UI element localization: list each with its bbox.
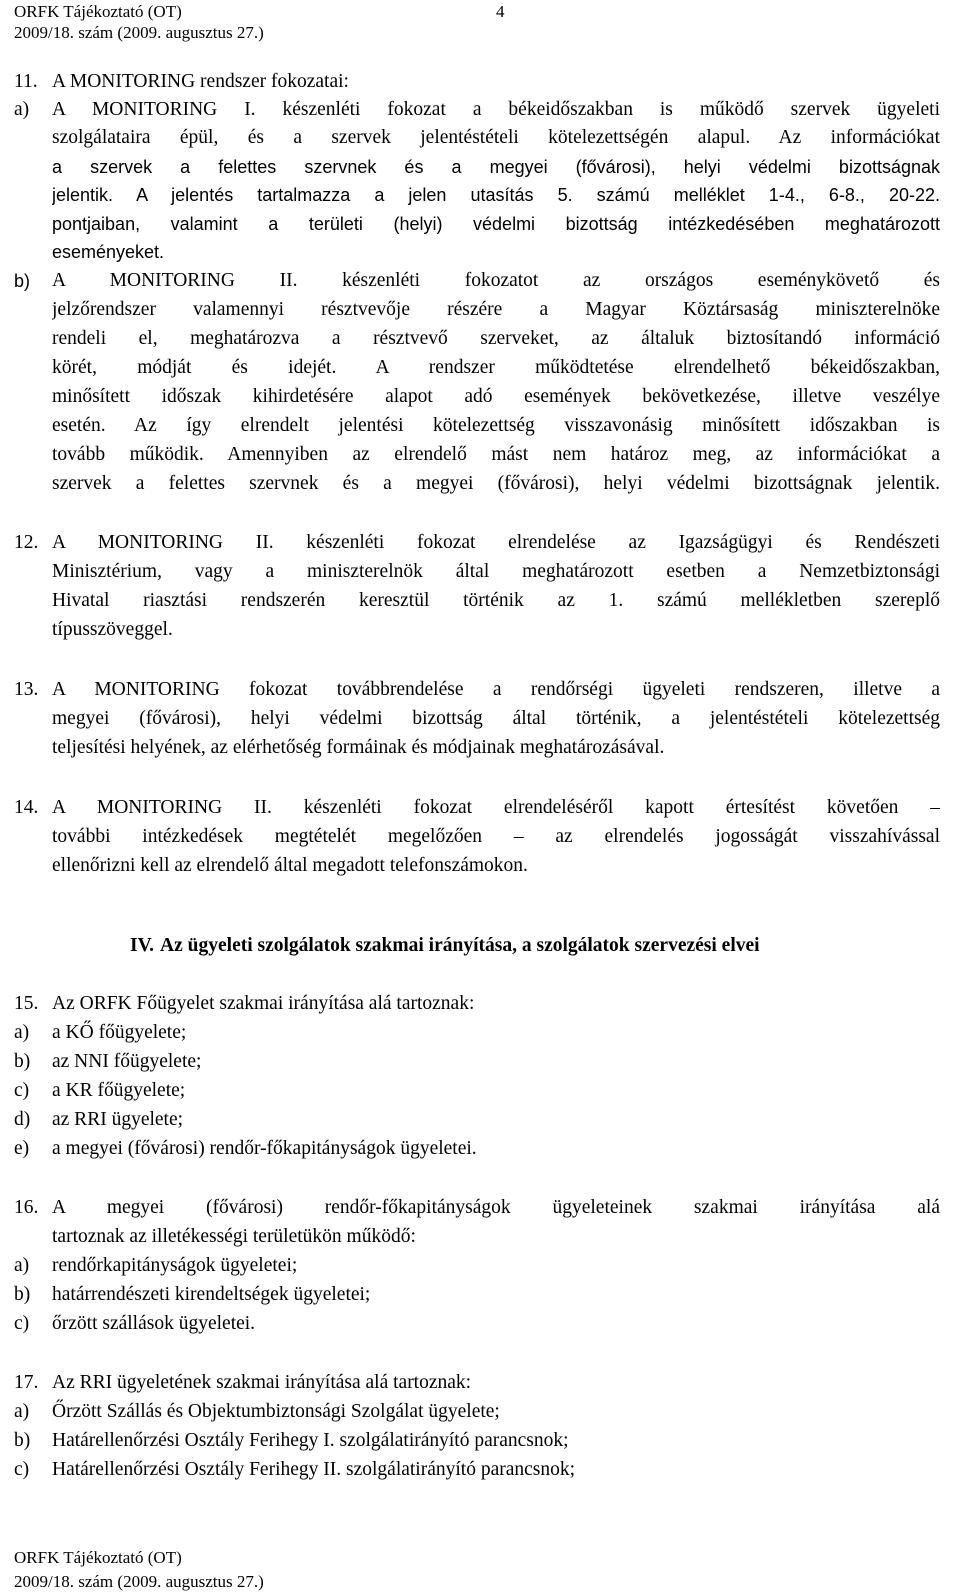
list-item-label: e) xyxy=(14,1138,30,1159)
list-item-label: a) xyxy=(14,1255,30,1276)
list-item-label: c) xyxy=(14,1313,30,1334)
section-15-number: 15. xyxy=(14,993,39,1014)
section-11a-line-6: eseményeket. xyxy=(52,242,165,262)
list-item-label: b) xyxy=(14,1284,31,1305)
footer-issue: 2009/18. szám (2009. augusztus 27.) xyxy=(14,1572,264,1591)
section-17-title: Az RRI ügyeletének szakmai irányítása alá tartoznak: xyxy=(52,1372,472,1393)
heading-text: Az ügyeleti szolgálatok szakmai irányítása, a szolgálatok szervezési elvei xyxy=(160,935,760,956)
list-item: a KŐ főügyelete; xyxy=(52,1022,187,1043)
list-item-label: a) xyxy=(14,1401,30,1422)
footer-title: ORFK Tájékoztató (OT) xyxy=(14,1548,182,1567)
section-11b-line-8: szervek a felettes szervnek és a megyei (fővárosi), helyi védelmi bizottságnak jelentik. xyxy=(52,473,940,494)
section-11a-line-5: pontjaiban, valamint a területi (helyi) védelmi bizottság intézkedésében meghatározott xyxy=(52,214,940,234)
list-item: a KR főügyelete; xyxy=(52,1080,186,1101)
list-item: Őrzött Szállás és Objektumbiztonsági Szolgálat ügyelete; xyxy=(52,1401,500,1422)
section-13-line-1: A MONITORING fokozat továbbrendelése a rendőrségi ügyeleti rendszeren, illetve a xyxy=(52,679,940,700)
section-14-number: 14. xyxy=(14,797,39,818)
header-issue: 2009/18. szám (2009. augusztus 27.) xyxy=(14,23,264,42)
section-heading-iv xyxy=(130,932,910,960)
section-11a-line-4: jelentik. A jelentés tartalmazza a jelen utasítás 5. számú melléklet 1-4., 6-8., 20-22. xyxy=(52,185,940,205)
section-13-line-3: teljesítési helyének, az elérhetőség formáinak és módjainak meghatározásával. xyxy=(52,737,665,758)
section-11-number: 11. xyxy=(14,71,38,92)
list-item-label: c) xyxy=(14,1459,30,1480)
section-11a-line-1: A MONITORING I. készenléti fokozat a békeidőszakban is működő szervek ügyeleti xyxy=(52,99,940,120)
list-item-label: a) xyxy=(14,1022,30,1043)
list-item: határrendészeti kirendeltségek ügyeletei; xyxy=(52,1284,371,1305)
list-item-label: b) xyxy=(14,1430,31,1451)
section-11b-label: b) xyxy=(14,271,31,291)
section-13-number: 13. xyxy=(14,679,39,700)
section-11b-line-4: körét, módját és idejét. A rendszer működtetése elrendelhető békeidőszakban, xyxy=(52,357,940,378)
section-11b-line-6: esetén. Az így elrendelt jelentési kötelezettség visszavonásig minősített időszakban is xyxy=(52,415,940,436)
section-16-number: 16. xyxy=(14,1197,39,1218)
section-13-line-2: megyei (fővárosi), helyi védelmi bizottság által történik, a jelentéstételi kötelezettség xyxy=(52,708,940,729)
list-item: Határellenőrzési Osztály Ferihegy I. szolgálatirányító parancsnok; xyxy=(52,1430,569,1451)
header-title: ORFK Tájékoztató (OT) xyxy=(14,2,182,21)
list-item: az NNI főügyelete; xyxy=(52,1051,202,1072)
section-12-line-4: típusszöveggel. xyxy=(52,619,173,640)
section-12-line-2: Minisztérium, vagy a miniszterelnök által meghatározott esetben a Nemzetbiztonsági xyxy=(52,561,940,582)
page-number: 4 xyxy=(496,2,505,21)
heading-roman-numeral: IV. xyxy=(130,935,155,956)
section-14-line-2: további intézkedések megtételét megelőzően – az elrendelés jogosságát visszahívással xyxy=(52,826,940,847)
list-item: őrzött szállások ügyeletei. xyxy=(52,1313,256,1334)
section-11b-line-2: jelzőrendszer valamennyi résztvevője részére a Magyar Köztársaság miniszterelnöke xyxy=(52,299,940,320)
section-14-line-3: ellenőrizni kell az elrendelő által megadott telefonszámokon. xyxy=(52,855,528,876)
section-11a-line-2: szolgálataira épül, és a szervek jelentéstételi kötelezettségén alapul. Az információkat xyxy=(52,127,940,148)
section-11-title: A MONITORING rendszer fokozatai: xyxy=(52,71,349,92)
section-16-line-1: A megyei (fővárosi) rendőr-főkapitányságok ügyeleteinek szakmai irányítása alá xyxy=(52,1197,940,1218)
section-11b-line-3: rendeli el, meghatározva a résztvevő szerveket, az általuk biztosítandó információ xyxy=(52,328,940,349)
section-17-number: 17. xyxy=(14,1372,39,1393)
section-11b-line-7: tovább működik. Amennyiben az elrendelő mást nem határoz meg, az információkat a xyxy=(52,444,940,465)
section-11b-line-1: A MONITORING II. készenléti fokozatot az országos eseménykövető és xyxy=(52,270,940,291)
section-12-line-1: A MONITORING II. készenléti fokozat elrendelése az Igazságügyi és Rendészeti xyxy=(52,532,940,553)
section-11b-line-5: minősített időszak kihirdetésére alapot adó események bekövetkezése, illetve veszélye xyxy=(52,386,940,407)
list-item: Határellenőrzési Osztály Ferihegy II. szolgálatirányító parancsnok; xyxy=(52,1459,576,1480)
section-11a-line-3: a szervek a felettes szervnek és a megyei (fővárosi), helyi védelmi bizottságnak xyxy=(52,157,940,177)
list-item: a megyei (fővárosi) rendőr-főkapitányságok ügyeletei. xyxy=(52,1138,477,1159)
section-12-number: 12. xyxy=(14,532,39,553)
section-11a-label: a) xyxy=(14,99,30,120)
section-12-line-3: Hivatal riasztási rendszerén keresztül történik az 1. számú mellékletben szereplő xyxy=(52,590,940,611)
list-item-label: d) xyxy=(14,1109,31,1130)
list-item-label: b) xyxy=(14,1051,31,1072)
list-item-label: c) xyxy=(14,1080,30,1101)
list-item: rendőrkapitányságok ügyeletei; xyxy=(52,1255,298,1276)
list-item: az RRI ügyelete; xyxy=(52,1109,184,1130)
section-15-title: Az ORFK Főügyelet szakmai irányítása alá tartoznak: xyxy=(52,993,475,1014)
section-16-line-2: tartoznak az illetékességi területükön működő: xyxy=(52,1226,416,1247)
section-14-line-1: A MONITORING II. készenléti fokozat elrendeléséről kapott értesítést követően – xyxy=(52,797,940,818)
